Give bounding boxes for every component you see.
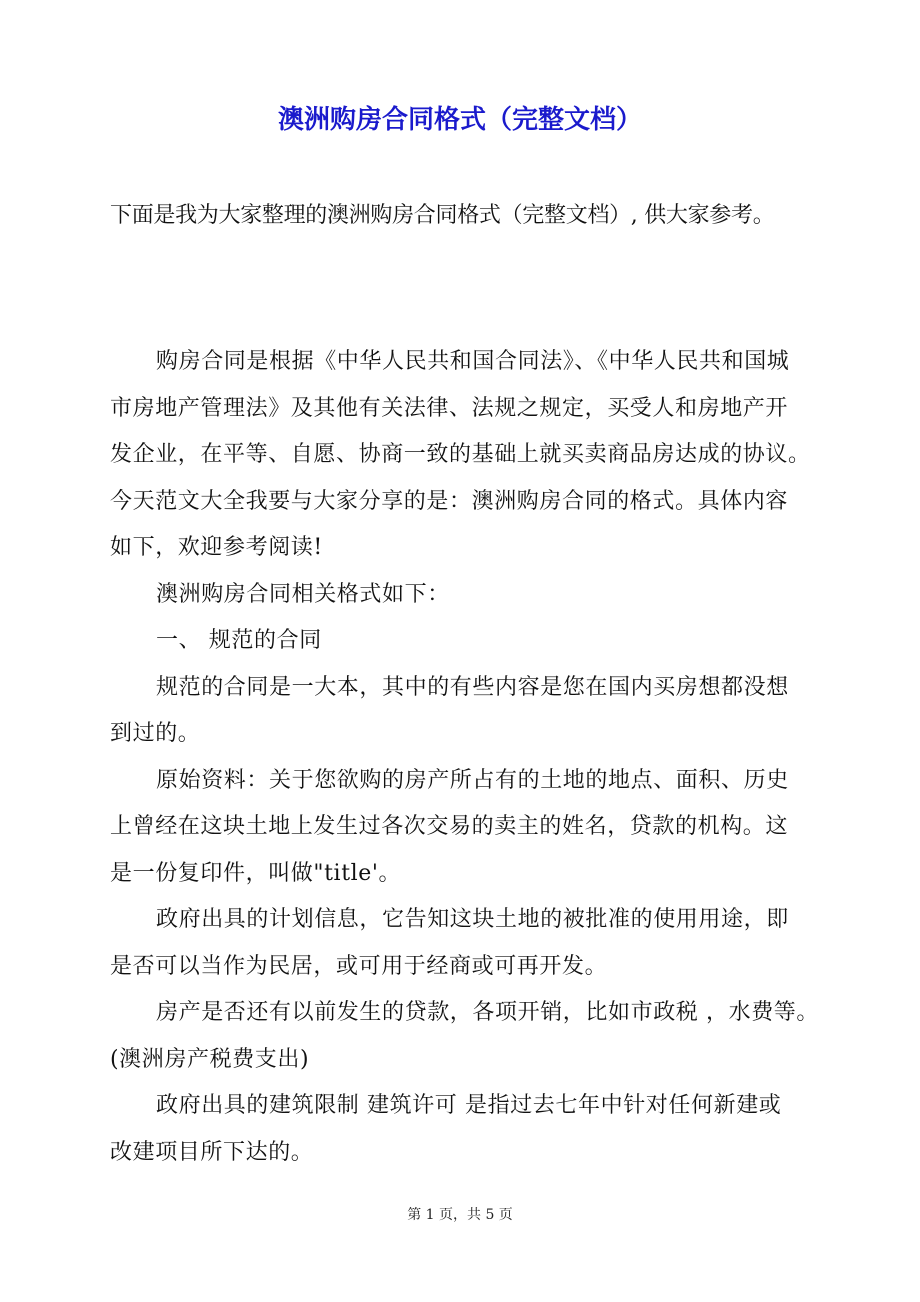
body-line: 政府出具的建筑限制 建筑许可 是指过去七年中针对任何新建或 <box>156 1093 782 1118</box>
document-title: 澳洲购房合同格式（完整文档） <box>277 105 642 135</box>
body-line: 规范的合同是一大本，其中的有些内容是您在国内买房想都没想 <box>156 674 789 700</box>
body-line: 购房合同是根据《中华人民共和国合同法》、《中华人民共和国城 <box>156 349 790 374</box>
body-line: 今天范文大全我要与大家分享的是：澳洲购房合同的格式。具体内容 <box>110 488 789 514</box>
body-line: 政府出具的计划信息，它告知这块土地的被批准的使用用途，即 <box>156 907 789 932</box>
page-number-footer: 第 1 页，共 5 页 <box>407 1207 513 1223</box>
body-line: 如下，欢迎参考阅读! <box>110 535 323 560</box>
body-line: 是否可以当作为民居，或可用于经商或可再开发。 <box>110 953 608 979</box>
body-line: 市房地产管理法》及其他有关法律、法规之规定，买受人和房地产开 <box>110 395 789 421</box>
body-line: 原始资料：关于您欲购的房产所占有的土地的地点、面积、历史 <box>156 767 789 793</box>
body-line: 发企业，在平等、自愿、协商一致的基础上就买卖商品房达成的协议。 <box>110 442 811 467</box>
body-line: 到过的。 <box>110 721 201 746</box>
body-line: 上曾经在这块土地上发生过各次交易的卖主的姓名，贷款的机构。这 <box>110 814 789 839</box>
body-line: 房产是否还有以前发生的贷款，各项开销，比如市政税 ，水费等。 <box>156 1000 819 1025</box>
document-body <box>110 344 819 1181</box>
body-line: 澳洲购房合同相关格式如下： <box>156 581 450 607</box>
body-line: (澳洲房产税费支出) <box>110 1046 310 1072</box>
body-line: 是一份复印件，叫做"title'。 <box>110 860 402 886</box>
body-line: 改建项目所下达的。 <box>110 1139 314 1165</box>
section-heading: 一、 规范的合同 <box>156 628 322 653</box>
intro-paragraph: 下面是我为大家整理的澳洲购房合同格式（完整文档）, 供大家参考。 <box>110 203 775 228</box>
